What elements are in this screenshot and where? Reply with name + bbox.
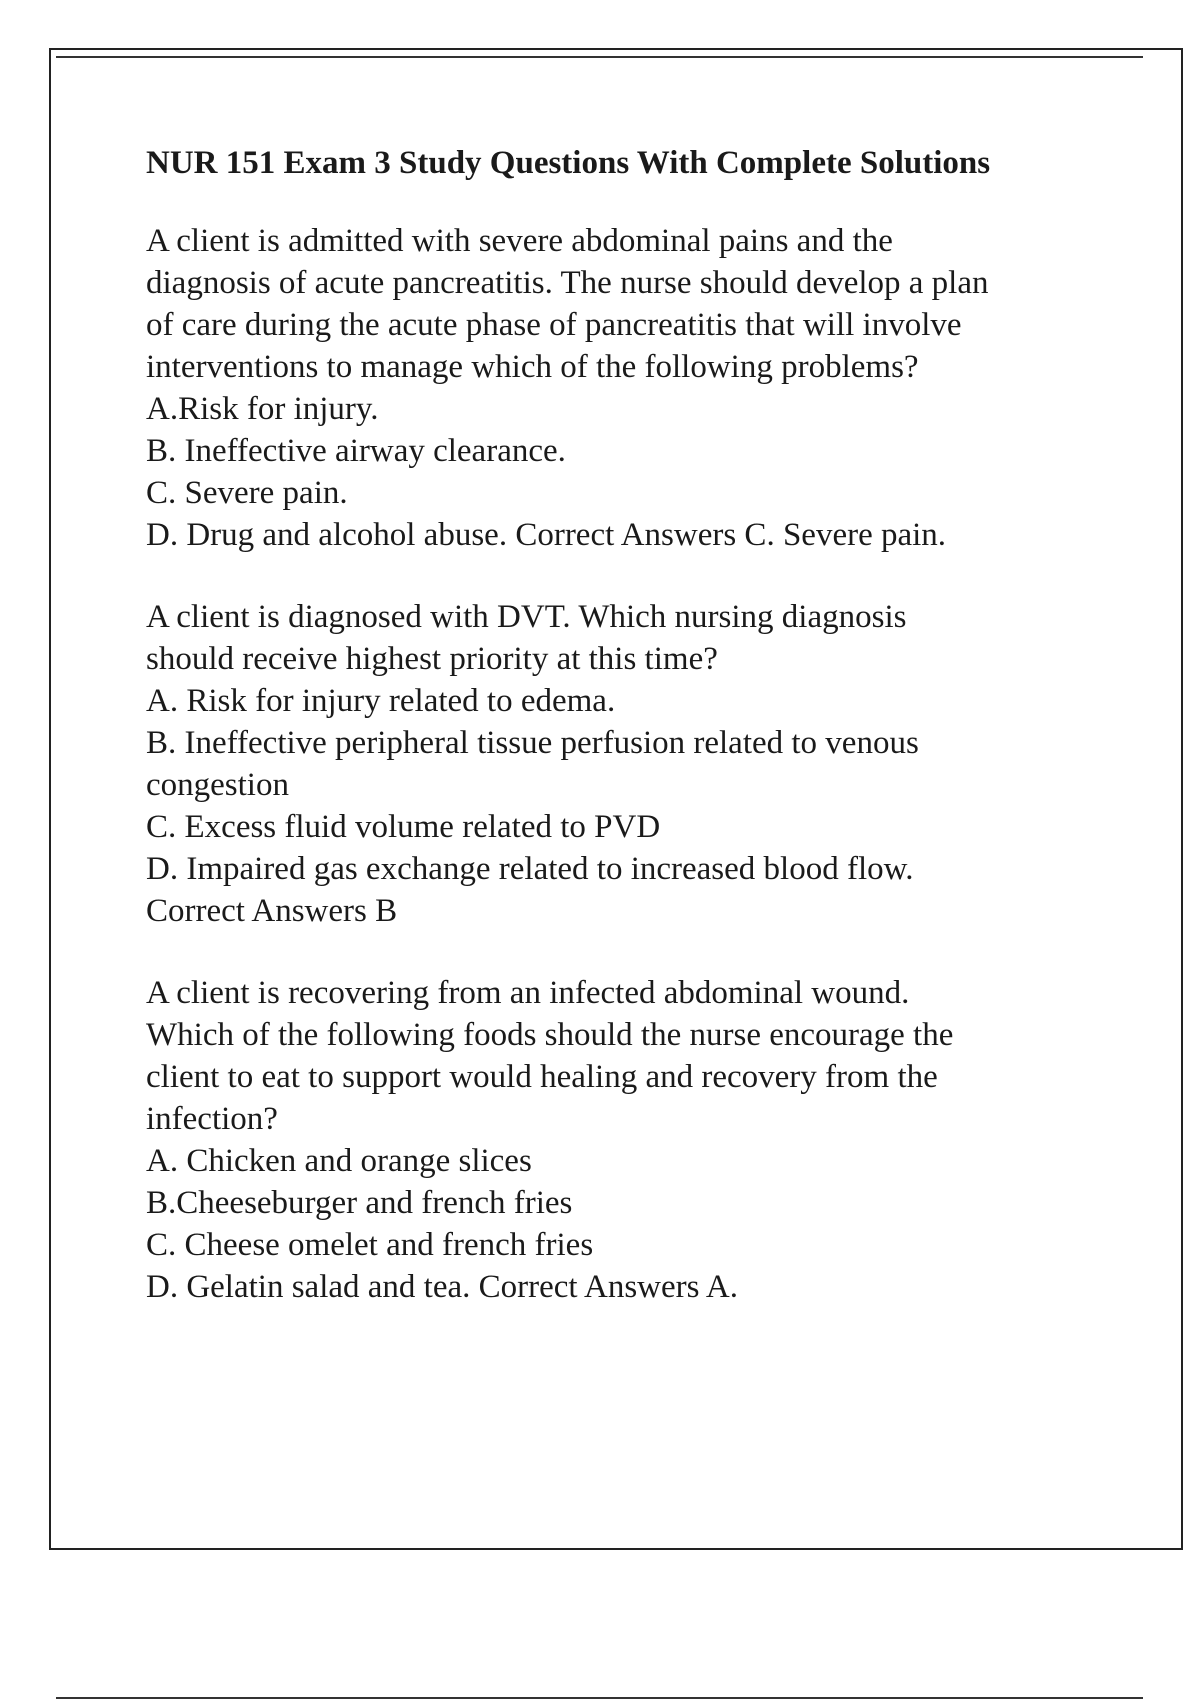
question-3-line: infection? <box>146 1101 278 1137</box>
page-title: NUR 151 Exam 3 Study Questions With Complete Solutions <box>146 145 991 181</box>
question-3-option-c: C. Cheese omelet and french fries <box>146 1227 594 1263</box>
question-3 <box>146 972 1106 1308</box>
question-2-option-c: C. Excess fluid volume related to PVD <box>146 809 661 845</box>
question-1-line: interventions to manage which of the following problems? <box>146 349 919 385</box>
question-1-option-d-answer: D. Drug and alcohol abuse. Correct Answers C. Severe pain. <box>146 517 947 553</box>
question-2-option-d: D. Impaired gas exchange related to increased blood flow. <box>146 851 914 887</box>
header-rule <box>56 56 1143 58</box>
question-1 <box>146 220 1106 556</box>
question-1-option-b: B. Ineffective airway clearance. <box>146 433 566 469</box>
question-1-line: of care during the acute phase of pancreatitis that will involve <box>146 307 962 343</box>
question-3-option-d-answer: D. Gelatin salad and tea. Correct Answers A. <box>146 1269 739 1305</box>
question-2-option-b-cont: congestion <box>146 767 289 803</box>
question-1-option-a: A.Risk for injury. <box>146 391 379 427</box>
question-1-line: diagnosis of acute pancreatitis. The nurse should develop a plan <box>146 265 989 301</box>
footer-rule <box>56 1697 1143 1699</box>
question-2-option-a: A. Risk for injury related to edema. <box>146 683 616 719</box>
question-3-line: client to eat to support would healing and recovery from the <box>146 1059 938 1095</box>
question-2-line: should receive highest priority at this time? <box>146 641 718 677</box>
question-1-line: A client is admitted with severe abdominal pains and the <box>146 223 893 259</box>
question-3-option-a: A. Chicken and orange slices <box>146 1143 532 1179</box>
question-2-option-b: B. Ineffective peripheral tissue perfusion related to venous <box>146 725 919 761</box>
document-body <box>146 142 1106 1348</box>
question-3-line: Which of the following foods should the nurse encourage the <box>146 1017 954 1053</box>
question-2-answer: Correct Answers B <box>146 893 398 929</box>
question-3-line: A client is recovering from an infected abdominal wound. <box>146 975 910 1011</box>
question-3-option-b: B.Cheeseburger and french fries <box>146 1185 573 1221</box>
question-2 <box>146 596 1106 932</box>
question-1-option-c: C. Severe pain. <box>146 475 348 511</box>
question-2-line: A client is diagnosed with DVT. Which nursing diagnosis <box>146 599 907 635</box>
